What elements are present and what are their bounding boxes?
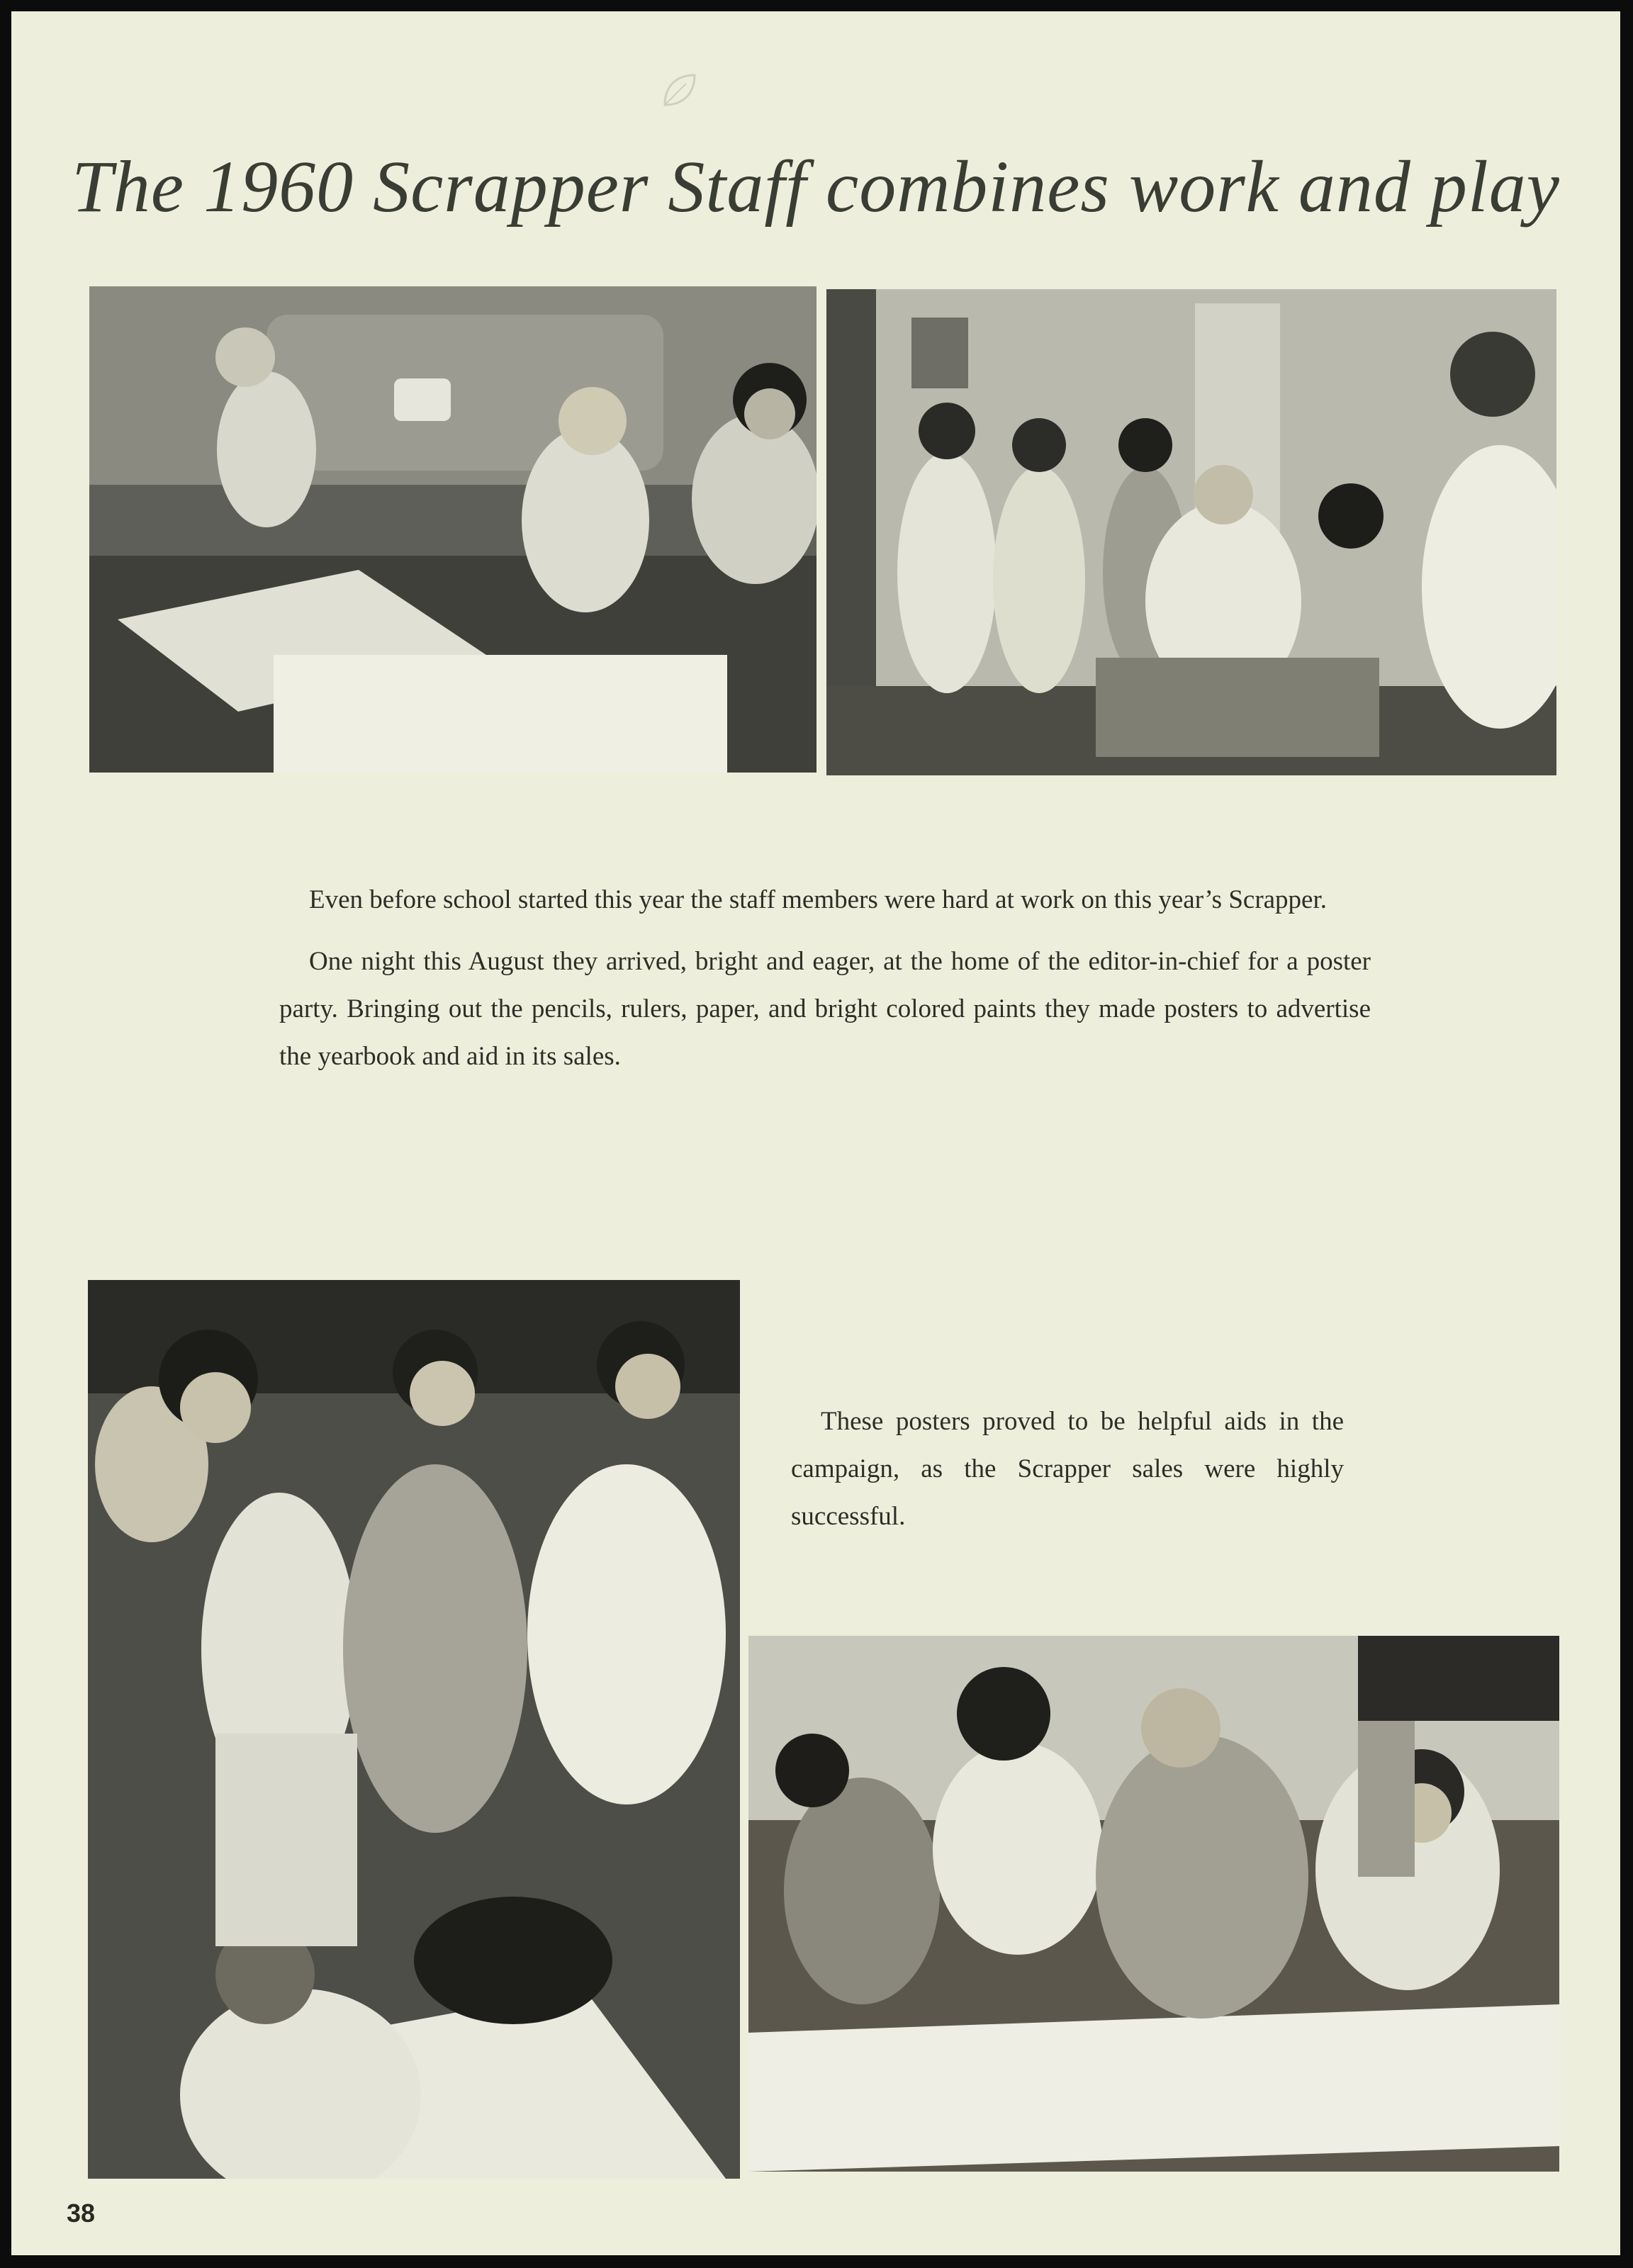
yearbook-page: [11, 11, 1620, 2255]
side-caption: [791, 1398, 1344, 1540]
leaf-icon: [658, 69, 700, 112]
intro-paragraph-2: One night this August they arrived, bright and eager, at the home of the editor-in-chief for a poster party. Bringing out the pencils, rulers, paper, and bright colored paints they made posters to advertise the yearbook and aid in its sales.: [279, 947, 1371, 1071]
page-number: 38: [67, 2199, 96, 2228]
photo-painting-banner: [748, 1636, 1559, 2172]
photo-crowd-watching-painting: [88, 1280, 740, 2179]
side-caption-text: These posters proved to be helpful aids in the campaign, as the Scrapper sales were highly successful.: [791, 1407, 1344, 1531]
photo-poster-party-floor: [89, 286, 816, 773]
intro-paragraph-1: Even before school started this year the staff members were hard at work on this year’s Scrapper.: [309, 885, 1328, 914]
intro-text: [279, 876, 1371, 1094]
page-title: The 1960 Scrapper Staff combines work and play: [72, 146, 1560, 228]
photo-staff-group-standing: [826, 289, 1556, 775]
